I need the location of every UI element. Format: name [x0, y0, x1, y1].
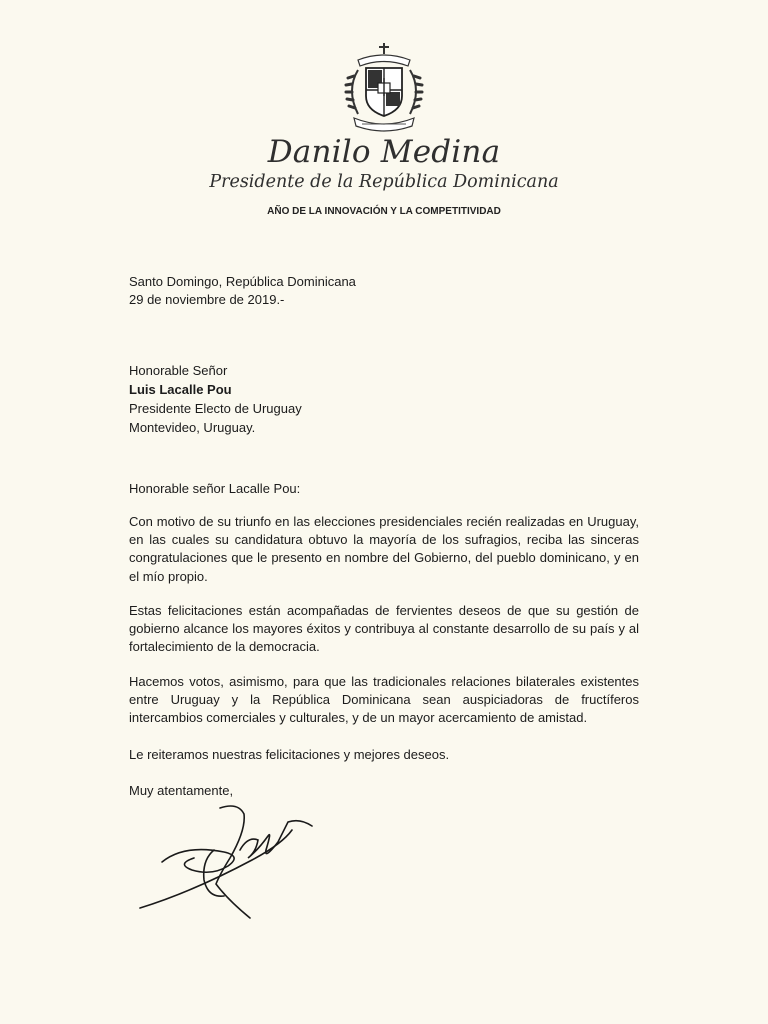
handwritten-signature-icon: [132, 800, 332, 930]
recipient-location: Montevideo, Uruguay.: [129, 420, 256, 435]
salutation: Honorable señor Lacalle Pou:: [129, 481, 301, 496]
letterhead: [0, 0, 768, 230]
coat-of-arms-icon: [338, 40, 430, 132]
date-line: 29 de noviembre de 2019.-: [129, 292, 285, 307]
letterhead-office: Presidente de la República Dominicana: [209, 172, 559, 192]
body-paragraph-2: Estas felicitaciones están acompañadas de fervientes deseos de que su gestión de gobierno alcance los mayores éxitos y contribuya al constante desarrollo de su país y al fortalecimiento de la democracia.: [129, 603, 639, 655]
letterhead-motto: AÑO DE LA INNOVACIÓN Y LA COMPETITIVIDAD: [267, 206, 501, 217]
recipient-title: Presidente Electo de Uruguay: [129, 401, 302, 416]
body-paragraph-4: Le reiteramos nuestras felicitaciones y mejores deseos.: [129, 747, 450, 762]
body-paragraph-3: Hacemos votos, asimismo, para que las tradicionales relaciones bilaterales existentes entre Uruguay y la República Dominicana sean auspiciadoras de fructíferos intercambios comerciales y culturales, y de un mayor acercamiento de amistad.: [129, 674, 639, 726]
closing: Muy atentamente,: [129, 783, 234, 798]
letterhead-name: Danilo Medina: [267, 134, 501, 170]
body-paragraph-1: Con motivo de su triunfo en las elecciones presidenciales recién realizadas en Uruguay, en las cuales su candidatura obtuvo la mayoría de los sufragios, reciba las sinceras congratulaciones que le presento en nombre del Gobierno, del pueblo dominicano, y en el mío propio.: [129, 514, 639, 584]
place-line: Santo Domingo, República Dominicana: [129, 274, 356, 289]
recipient-name: Luis Lacalle Pou: [129, 382, 232, 397]
recipient-honorific: Honorable Señor: [129, 363, 228, 378]
